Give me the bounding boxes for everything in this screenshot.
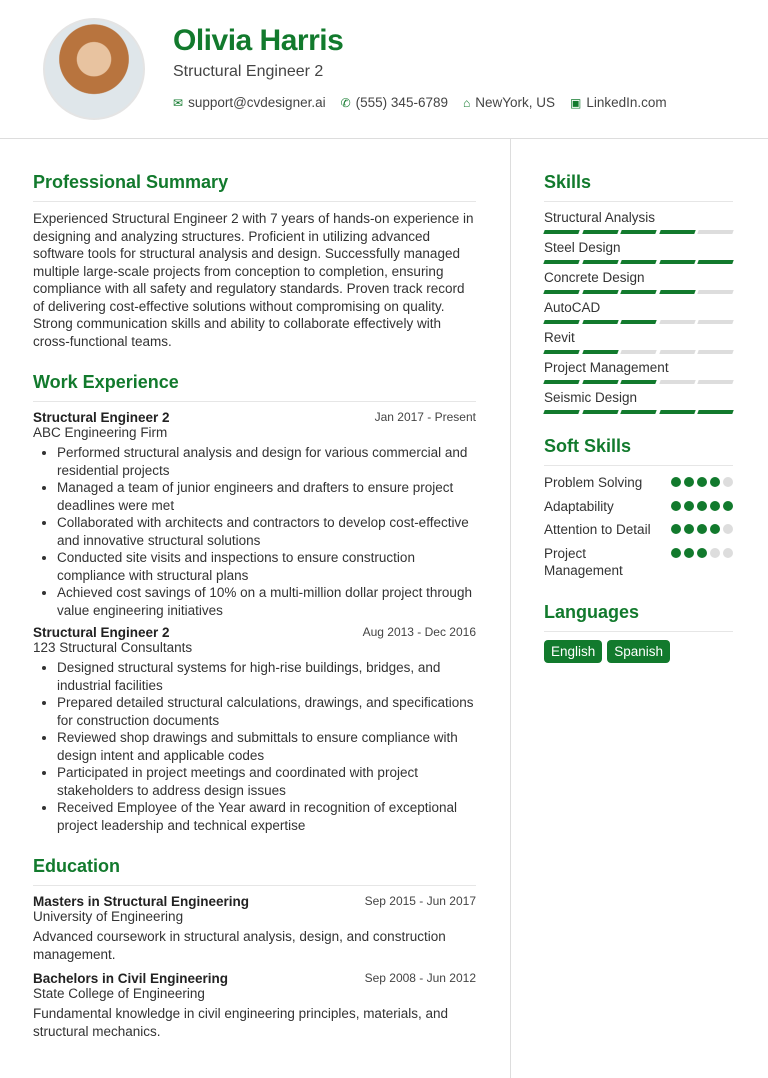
education-section bbox=[33, 856, 476, 1040]
school-name: University of Engineering bbox=[33, 909, 184, 924]
bullet-item: • Conducted site visits and inspections to ensure construction compliance with structural plans bbox=[57, 549, 476, 584]
job-entry bbox=[33, 410, 476, 619]
skill-name: Revit bbox=[544, 330, 575, 345]
soft-skill-name: Adaptability bbox=[544, 498, 614, 514]
rating-dot bbox=[723, 524, 733, 534]
skill-item bbox=[544, 390, 733, 414]
company-name: ABC Engineering Firm bbox=[33, 425, 168, 440]
bar-segment bbox=[582, 350, 618, 354]
contact-location bbox=[463, 95, 555, 110]
education-description: Advanced coursework in structural analysis, design, and construction management. bbox=[33, 929, 446, 962]
skill-level-bar bbox=[544, 350, 733, 354]
rating-dot bbox=[684, 524, 694, 534]
job-header bbox=[33, 410, 476, 425]
bar-segment bbox=[543, 290, 579, 294]
bar-segment bbox=[620, 410, 656, 414]
linkedin-icon: ▣ bbox=[570, 96, 582, 110]
section-heading: Education bbox=[33, 856, 476, 886]
soft-skill-rating bbox=[671, 548, 733, 580]
skill-level-bar bbox=[544, 290, 733, 294]
sidebar-column bbox=[544, 172, 733, 685]
skill-level-bar bbox=[544, 260, 733, 264]
education-date: Sep 2015 - Jun 2017 bbox=[364, 894, 476, 908]
bar-segment bbox=[620, 230, 656, 234]
language-badge: English bbox=[544, 640, 602, 663]
soft-skill-item bbox=[544, 545, 733, 580]
soft-skill-rating bbox=[671, 524, 733, 539]
bar-segment bbox=[698, 320, 734, 324]
resume-header bbox=[0, 0, 768, 139]
section-heading: Soft Skills bbox=[544, 436, 733, 466]
location-text: NewYork, US bbox=[475, 95, 556, 110]
education-description: Fundamental knowledge in civil engineering principles, materials, and structural mechanics. bbox=[33, 1006, 448, 1039]
rating-dot bbox=[697, 548, 707, 558]
bullet-item: • Managed a team of junior engineers and drafters to ensure project deadlines were met bbox=[57, 479, 476, 514]
soft-skill-rating bbox=[671, 501, 733, 516]
profile-photo bbox=[43, 18, 145, 120]
soft-skill-name: Project Management bbox=[544, 545, 623, 578]
soft-skills-section bbox=[544, 436, 733, 580]
rating-dot bbox=[671, 524, 681, 534]
bar-segment bbox=[543, 260, 579, 264]
rating-dot bbox=[671, 548, 681, 558]
summary-section bbox=[33, 172, 476, 350]
job-header bbox=[33, 625, 476, 640]
bar-segment bbox=[659, 320, 695, 324]
bar-segment bbox=[582, 230, 618, 234]
bar-segment bbox=[659, 380, 695, 384]
skill-name: Structural Analysis bbox=[544, 210, 656, 225]
bar-segment bbox=[620, 320, 656, 324]
section-heading: Professional Summary bbox=[33, 172, 476, 202]
candidate-title: Structural Engineer 2 bbox=[173, 63, 324, 80]
skill-level-bar bbox=[544, 320, 733, 324]
job-date: Jan 2017 - Present bbox=[374, 410, 476, 424]
bar-segment bbox=[620, 380, 656, 384]
bar-segment bbox=[620, 290, 656, 294]
bar-segment bbox=[659, 410, 695, 414]
rating-dot bbox=[710, 548, 720, 558]
skill-name: Concrete Design bbox=[544, 270, 645, 285]
bar-segment bbox=[620, 350, 656, 354]
email-text: support@cvdesigner.ai bbox=[188, 95, 326, 110]
bullet-list bbox=[33, 659, 476, 834]
bullet-item: • Participated in project meetings and coordinated with project stakeholders to address design issues bbox=[57, 764, 476, 799]
education-entry bbox=[33, 971, 476, 1040]
education-header bbox=[33, 894, 476, 909]
section-heading: Work Experience bbox=[33, 372, 476, 402]
rating-dot bbox=[684, 548, 694, 558]
rating-dot bbox=[723, 501, 733, 511]
language-badge: Spanish bbox=[607, 640, 670, 663]
bar-segment bbox=[620, 260, 656, 264]
bullet-item: • Received Employee of the Year award in recognition of exceptional project leadership and technical expertise bbox=[57, 799, 476, 834]
bar-segment bbox=[659, 290, 695, 294]
bullet-item: • Achieved cost savings of 10% on a multi-million dollar project through value engineering initiatives bbox=[57, 584, 476, 619]
phone-icon: ✆ bbox=[340, 96, 351, 110]
soft-skill-item bbox=[544, 521, 733, 539]
bar-segment bbox=[698, 230, 734, 234]
soft-skill-item bbox=[544, 498, 733, 516]
bar-segment bbox=[698, 260, 734, 264]
summary-text: Experienced Structural Engineer 2 with 7 years of hands-on experience in designing and analyzing structures. Proficient in utilizing advanced software tools for structural analysis and design. Successfully managed multiple large-scale projects from conception to completion, ensuring compliance with all safety and regulatory standards. Proven track record of delivering cost-effective solutions without compromising on quality. Strong communication skills and ability to collaborate effectively with cross-functional teams. bbox=[33, 211, 474, 349]
school-name: State College of Engineering bbox=[33, 986, 205, 1001]
skill-level-bar bbox=[544, 380, 733, 384]
bar-segment bbox=[582, 260, 618, 264]
rating-dot bbox=[710, 524, 720, 534]
rating-dot bbox=[697, 524, 707, 534]
rating-dot bbox=[697, 477, 707, 487]
skill-name: AutoCAD bbox=[544, 300, 601, 315]
bullet-item: • Prepared detailed structural calculations, drawings, and specifications for construction documents bbox=[57, 694, 476, 729]
candidate-name: Olivia Harris bbox=[173, 24, 344, 57]
job-title: Structural Engineer 2 bbox=[33, 410, 170, 425]
languages-section bbox=[544, 602, 733, 663]
skill-item bbox=[544, 360, 733, 384]
section-heading: Skills bbox=[544, 172, 733, 202]
education-date: Sep 2008 - Jun 2012 bbox=[364, 971, 476, 985]
bar-segment bbox=[698, 410, 734, 414]
rating-dot bbox=[671, 501, 681, 511]
contact-list bbox=[173, 95, 667, 110]
soft-skill-name: Attention to Detail bbox=[544, 522, 651, 537]
skill-item bbox=[544, 330, 733, 354]
bullet-item: • Reviewed shop drawings and submittals to ensure compliance with design intent and applicable codes bbox=[57, 729, 476, 764]
work-section bbox=[33, 372, 476, 834]
bar-segment bbox=[582, 380, 618, 384]
soft-skill-item bbox=[544, 474, 733, 492]
bullet-item: • Designed structural systems for high-rise buildings, bridges, and industrial facilities bbox=[57, 659, 476, 694]
job-date: Aug 2013 - Dec 2016 bbox=[362, 625, 476, 639]
phone-text: (555) 345-6789 bbox=[355, 95, 448, 110]
skill-item bbox=[544, 270, 733, 294]
bar-segment bbox=[543, 410, 579, 414]
skill-level-bar bbox=[544, 410, 733, 414]
skill-level-bar bbox=[544, 230, 733, 234]
job-entry bbox=[33, 625, 476, 834]
rating-dot bbox=[710, 477, 720, 487]
education-header bbox=[33, 971, 476, 986]
bar-segment bbox=[543, 380, 579, 384]
skill-item bbox=[544, 210, 733, 234]
bar-segment bbox=[698, 350, 734, 354]
bar-segment bbox=[543, 350, 579, 354]
rating-dot bbox=[684, 477, 694, 487]
bullet-list bbox=[33, 444, 476, 619]
rating-dot bbox=[723, 548, 733, 558]
linkedin-text: LinkedIn.com bbox=[586, 95, 667, 110]
bullet-item: • Performed structural analysis and design for various commercial and residential projects bbox=[57, 444, 476, 479]
rating-dot bbox=[710, 501, 720, 511]
soft-skill-name: Problem Solving bbox=[544, 475, 643, 490]
rating-dot bbox=[697, 501, 707, 511]
home-icon: ⌂ bbox=[462, 96, 471, 110]
bar-segment bbox=[659, 260, 695, 264]
skills-section bbox=[544, 172, 733, 414]
bar-segment bbox=[698, 380, 734, 384]
soft-skill-rating bbox=[671, 477, 733, 492]
degree: Bachelors in Civil Engineering bbox=[33, 971, 229, 986]
skill-name: Project Management bbox=[544, 360, 669, 375]
company-name: 123 Structural Consultants bbox=[33, 640, 193, 655]
skill-item bbox=[544, 240, 733, 264]
rating-dot bbox=[671, 477, 681, 487]
contact-phone[interactable] bbox=[341, 95, 448, 110]
contact-email[interactable] bbox=[173, 95, 326, 110]
bar-segment bbox=[582, 320, 618, 324]
contact-linkedin[interactable] bbox=[570, 95, 667, 110]
bar-segment bbox=[659, 350, 695, 354]
bar-segment bbox=[698, 290, 734, 294]
bar-segment bbox=[543, 320, 579, 324]
bar-segment bbox=[659, 230, 695, 234]
column-divider bbox=[510, 139, 511, 1078]
skill-item bbox=[544, 300, 733, 324]
job-title: Structural Engineer 2 bbox=[33, 625, 170, 640]
bar-segment bbox=[582, 290, 618, 294]
skill-name: Steel Design bbox=[544, 240, 621, 255]
rating-dot bbox=[723, 477, 733, 487]
rating-dot bbox=[684, 501, 694, 511]
bullet-item: • Collaborated with architects and contractors to develop cost-effective and innovative structural solutions bbox=[57, 514, 476, 549]
section-heading: Languages bbox=[544, 602, 733, 632]
main-column bbox=[33, 172, 476, 1062]
envelope-icon: ✉ bbox=[173, 96, 184, 110]
degree: Masters in Structural Engineering bbox=[33, 894, 250, 909]
skill-name: Seismic Design bbox=[544, 390, 638, 405]
education-entry bbox=[33, 894, 476, 963]
bar-segment bbox=[543, 230, 579, 234]
bar-segment bbox=[582, 410, 618, 414]
